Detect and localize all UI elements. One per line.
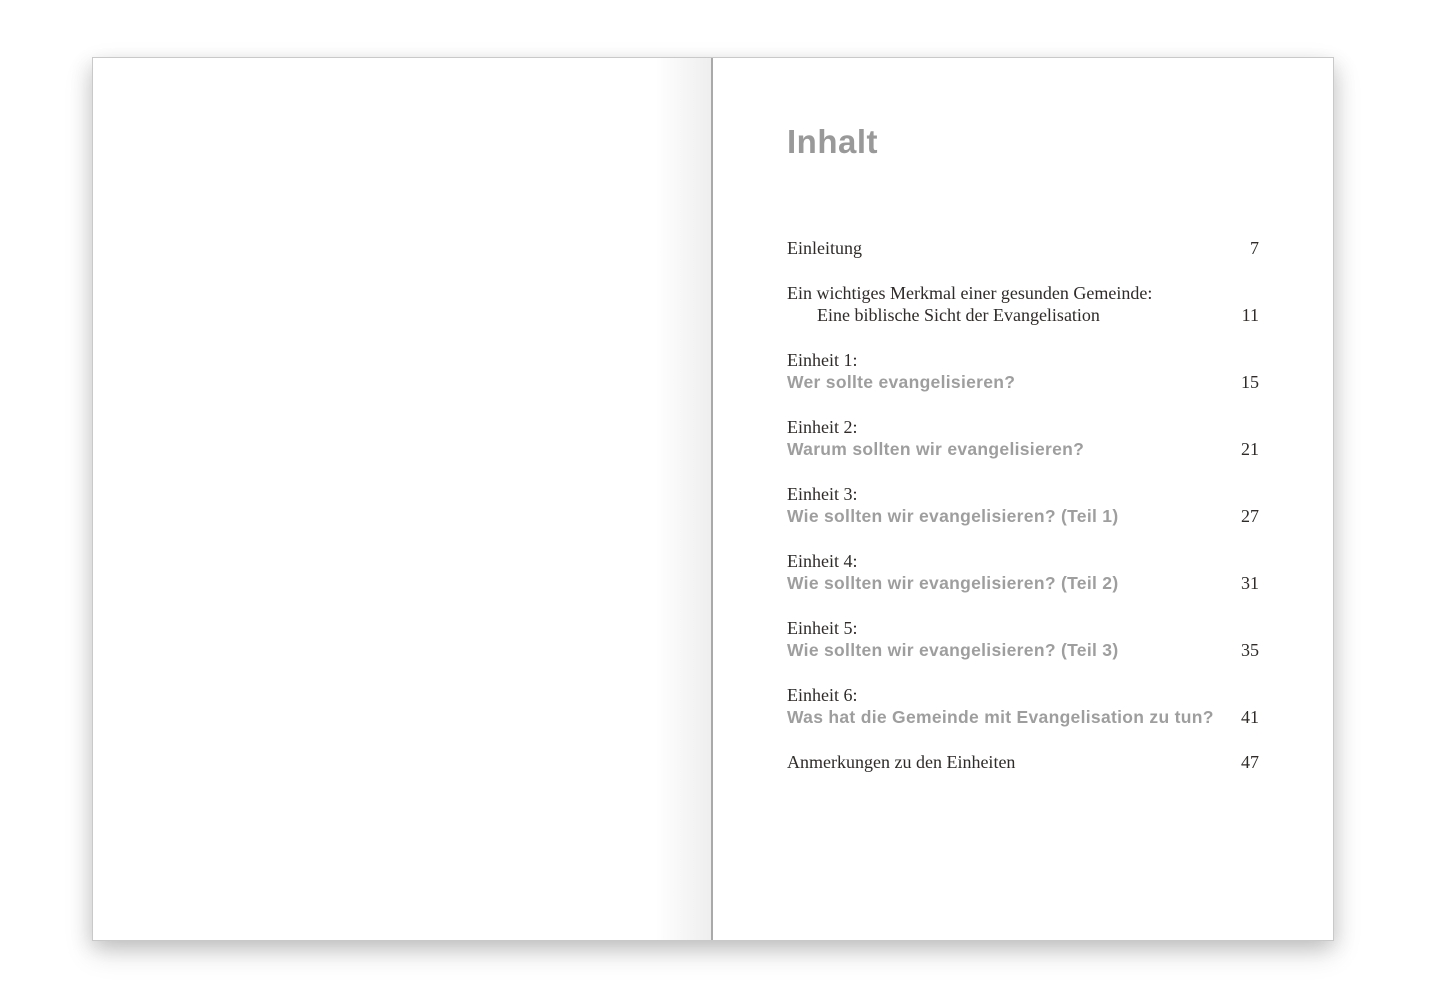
toc-entry-einleitung [787,237,1259,259]
toc-entry-subtitle: Wer sollte evangelisieren? [787,371,1016,392]
toc-entry-page-number: 35 [1241,639,1259,660]
toc-entry-einheit-1 [787,349,1259,394]
toc-entry-page-number: 47 [1241,751,1259,772]
toc-entry-lines [787,751,1225,773]
toc-entry-title: Anmerkungen zu den Einheiten [787,751,1016,772]
toc-entry-page-number: 7 [1250,238,1259,258]
toc-entries [787,237,1259,773]
toc-entry-einheit-2 [787,416,1259,461]
toc-entry-lines [787,416,1225,461]
toc-entry-einheit-6 [787,684,1259,729]
toc-entry-title: Einheit 1: [787,349,858,370]
toc-entry-lines [787,483,1225,528]
toc-entry-title: Einheit 2: [787,416,858,437]
toc-entry-title: Einheit 4: [787,550,858,571]
toc-entry-einheit-5 [787,617,1259,662]
toc-title: Inhalt [787,123,878,160]
toc-entry-einheit-4 [787,550,1259,595]
toc-entry-page-number: 15 [1241,371,1259,392]
toc-entry-einheit-3 [787,483,1259,528]
toc-entry-lines [787,684,1225,729]
toc-entry-subtitle: Warum sollten wir evangelisieren? [787,438,1085,459]
toc-entry-subtitle: Eine biblische Sicht der Evangelisation [817,304,1100,325]
toc-entry-page-number: 27 [1241,505,1259,526]
toc-entry-lines [787,550,1225,595]
toc-entry-subtitle: Wie sollten wir evangelisieren? (Teil 1) [787,505,1119,526]
toc-entry-merkmal [787,282,1259,327]
toc-entry-title: Einheit 6: [787,684,858,705]
toc-entry-title: Einheit 3: [787,483,858,504]
toc-entry-subtitle: Was hat die Gemeinde mit Evangelisation zu tun? [787,706,1214,727]
toc-entry-lines [787,617,1225,662]
toc-entry-title: Einleitung [787,238,862,258]
toc-entry-lines [787,237,1234,259]
left-page-blank [93,58,713,940]
spine-shadow [655,58,711,940]
toc-entry-subtitle: Wie sollten wir evangelisieren? (Teil 2) [787,572,1119,593]
toc-entry-page-number: 11 [1241,304,1259,325]
toc-entry-page-number: 21 [1241,438,1259,459]
toc-entry-subtitle: Wie sollten wir evangelisieren? (Teil 3) [787,639,1119,660]
right-page-contents [713,58,1333,940]
toc-entry-page-number: 41 [1241,706,1259,727]
toc-entry-lines [787,349,1225,394]
book-spread [92,57,1334,941]
toc-entry-lines [787,282,1226,327]
toc-entry-title: Einheit 5: [787,617,858,638]
toc-entry-title: Ein wichtiges Merkmal einer gesunden Gemeinde: [787,282,1153,303]
toc-entry-anmerkungen [787,751,1259,773]
toc-entry-page-number: 31 [1241,572,1259,593]
